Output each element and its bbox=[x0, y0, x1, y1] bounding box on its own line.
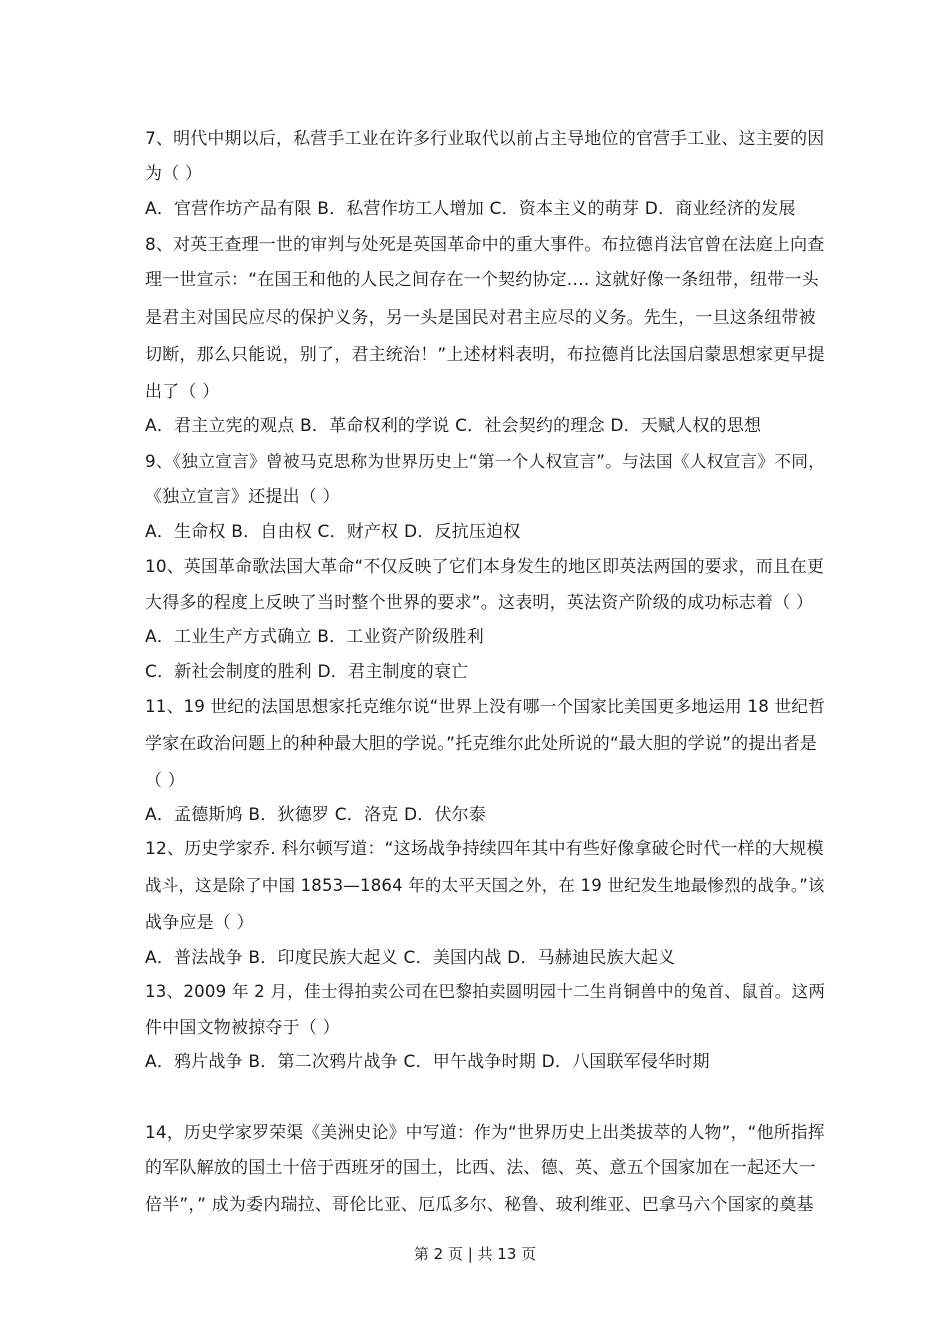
q13-options: A．鸦片战争 B．第二次鸦片战争 C．甲午战争时期 D．八国联军侵华时期 bbox=[145, 1052, 710, 1072]
q12-line-1: 12、历史学家乔. 科尔顿写道：“这场战争持续四年其中有些好像拿破仑时代一样的大规模 bbox=[145, 839, 824, 859]
page-footer: 第 2 页 | 共 13 页 bbox=[413, 1245, 537, 1263]
q10-options-1: A．工业生产方式确立 B．工业资产阶级胜利 bbox=[145, 627, 484, 647]
q9-line-2: 《独立宣言》还提出（ ） bbox=[145, 487, 340, 507]
q9-line-1: 9、《独立宣言》曾被马克思称为世界历史上“第一个人权宣言”。与法国《人权宣言》不同， bbox=[145, 451, 826, 471]
q7-options: A．官营作坊产品有限 B．私营作坊工人增加 C．资本主义的萌芽 D．商业经济的发展 bbox=[145, 199, 796, 219]
q14-line-1: 14，历史学家罗荣渠《美洲史论》中写道：作为“世界历史上出类拔萃的人物”，“他所指挥 bbox=[145, 1122, 825, 1142]
q10-options-2: C．新社会制度的胜利 D．君主制度的衰亡 bbox=[145, 662, 469, 682]
q11-line-2: 学家在政治问题上的种种最大胆的学说。”托克维尔此处所说的“最大胆的学说”的提出者是 bbox=[145, 734, 818, 754]
q7-line-2: 为（ ） bbox=[145, 164, 203, 184]
q14-line-2: 的军队解放的国土十倍于西班牙的国土，比西、法、德、英、意五个国家加在一起还大一 bbox=[145, 1158, 816, 1178]
q8-line-5: 出了（ ） bbox=[145, 382, 220, 402]
q9-options: A．生命权 B．自由权 C．财产权 D．反抗压迫权 bbox=[145, 522, 521, 542]
q8-line-4: 切断，那么只能说，别了，君主统治！”上述材料表明，布拉德肖比法国启蒙思想家更早提 bbox=[145, 345, 825, 365]
q13-line-1: 13、2009 年 2 月，佳士得拍卖公司在巴黎拍卖圆明园十二生肖铜兽中的兔首、鼠首。这两 bbox=[145, 982, 826, 1001]
q13-line-2: 件中国文物被掠夺于（ ） bbox=[145, 1018, 340, 1038]
q7-line-1: 7、明代中期以后，私营手工业在许多行业取代以前占主导地位的官营手工业、这主要的因 bbox=[145, 128, 825, 148]
q11-options: A．孟德斯鸠 B．狄德罗 C．洛克 D．伏尔泰 bbox=[145, 805, 487, 825]
q8-options: A．君主立宪的观点 B．革命权利的学说 C．社会契约的理念 D．天赋人权的思想 bbox=[145, 416, 762, 436]
q10-line-2: 大得多的程度上反映了当时整个世界的要求”。这表明，英法资产阶级的成功标志着（ ） bbox=[145, 593, 814, 613]
q8-line-2: 理一世宣示：“在国王和他的人民之间存在一个契约协定.… 这就好像一条纽带，纽带一头 bbox=[145, 270, 819, 290]
q12-line-2: 战斗，这是除了中国 1853—1864 年的太平天国之外，在 19 世纪发生地最惨烈的战争。”该 bbox=[145, 876, 825, 895]
q11-line-3: （ ） bbox=[145, 771, 186, 791]
q10-line-1: 10、英国革命歌法国大革命“不仅反映了它们本身发生的地区即英法两国的要求，而且在更 bbox=[145, 556, 825, 576]
q12-line-3: 战争应是（ ） bbox=[145, 913, 254, 933]
q12-options: A．普法战争 B．印度民族大起义 C．美国内战 D．马赫迪民族大起义 bbox=[145, 948, 676, 968]
q8-line-1: 8、对英王查理一世的审判与处死是英国革命中的重大事件。布拉德肖法官曾在法庭上向查 bbox=[145, 234, 825, 254]
q14-line-3: 倍半”，” 成为委内瑞拉、哥伦比亚、厄瓜多尔、秘鲁、玻利维亚、巴拿马六个国家的奠基 bbox=[145, 1195, 814, 1215]
q11-line-1: 11、19 世纪的法国思想家托克维尔说“世界上没有哪一个国家比美国更多地运用 18 世纪哲 bbox=[145, 697, 826, 716]
q8-line-3: 是君主对国民应尽的保护义务，另一头是国民对君主应尽的义务。先生，一旦这条纽带被 bbox=[145, 308, 816, 328]
